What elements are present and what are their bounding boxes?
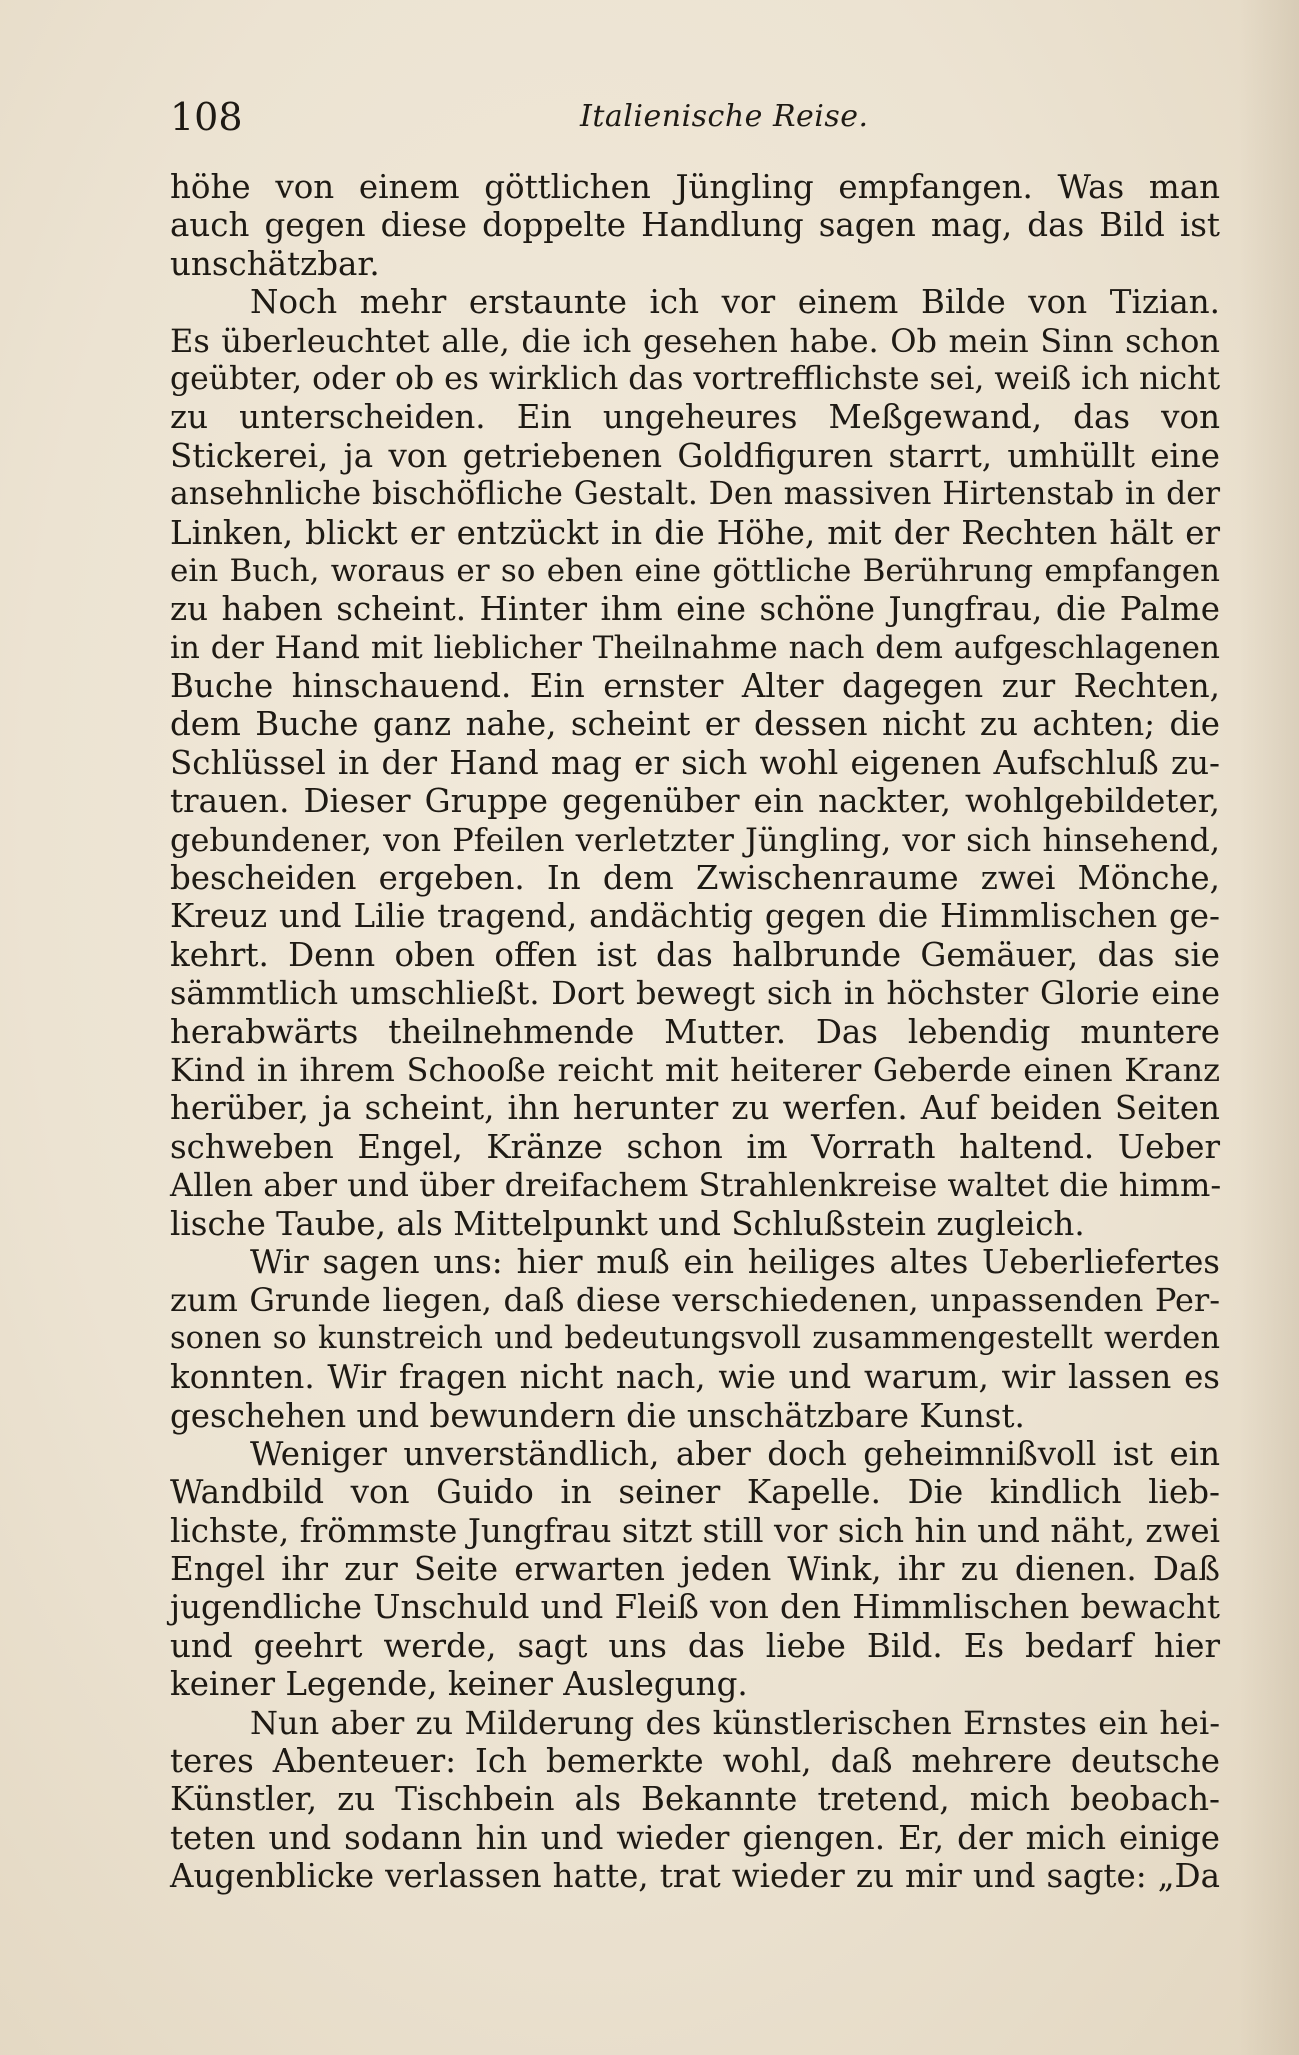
text-line: unschätzbar. [170,244,380,283]
text-line: Es überleuchtet alle, die ich gesehen habe. Ob mein Sinn schon [170,321,1220,360]
text-line: Schlüssel in der Hand mag er sich wohl eigenen Aufschluß zu- [170,743,1220,782]
page-edge-shadow [1239,0,1299,2055]
text-line: teten und sodann hin und wieder giengen. Er, der mich einige [170,1818,1220,1857]
running-title: Italienische Reise. [580,99,869,134]
text-line: geschehen und bewundern die unschätzbare Kunst. [170,1396,1025,1435]
text-line: Künstler, zu Tischbein als Bekannte tretend, mich beobach- [170,1780,1220,1819]
text-line: gebundener, von Pfeilen verletzter Jüngling, vor sich hinsehend, [170,820,1220,859]
text-line: Allen aber und über dreifachem Strahlenkreise waltet die himm- [170,1166,1222,1205]
text-line: und geehrt werde, sagt uns das liebe Bild. Es bedarf hier [170,1626,1220,1665]
text-line: teres Abenteuer: Ich bemerkte wohl, daß mehrere deutsche [170,1742,1220,1781]
text-line: bescheiden ergeben. In dem Zwischenraume zwei Mönche, [170,859,1220,898]
text-line: trauen. Dieser Gruppe gegenüber ein nackter, wohlgebildeter, [170,782,1220,821]
text-line: Wir sagen uns: hier muß ein heiliges altes Ueberliefertes [250,1242,1220,1281]
text-line: sämmtlich umschließt. Dort bewegt sich in höchster Glorie eine [170,974,1220,1013]
text-line: kehrt. Denn oben offen ist das halbrunde Gemäuer, das sie [170,935,1220,974]
text-line: Buche hinschauend. Ein ernster Alter dagegen zur Rechten, [170,667,1220,706]
text-line: zu unterscheiden. Ein ungeheures Meßgewand, das von [170,398,1220,437]
text-line: Nun aber zu Milderung des künstlerischen Ernstes ein hei- [250,1703,1220,1742]
text-line: jugendliche Unschuld und Fleiß von den Himmlischen bewacht [170,1588,1220,1627]
text-line: höhe von einem göttlichen Jüngling empfangen. Was man [170,168,1220,206]
text-line: zu haben scheint. Hinter ihm eine schöne Jungfrau, die Palme [170,590,1220,629]
text-line: auch gegen diese doppelte Handlung sagen mag, das Bild ist [170,206,1220,245]
text-line: Weniger unverständlich, aber doch geheimnißvoll ist ein [250,1434,1220,1473]
text-line: ein Buch, woraus er so eben eine göttliche Berührung empfangen [170,552,1220,589]
text-line: zum Grunde liegen, daß diese verschiedenen, unpassenden Per- [170,1281,1220,1320]
text-line: Noch mehr erstaunte ich vor einem Bilde von Tizian. [250,283,1220,322]
text-line: Linken, blickt er entzückt in die Höhe, mit der Rechten hält er [170,513,1220,552]
text-line: Engel ihr zur Seite erwarten jeden Wink, ihr zu dienen. Daß [170,1550,1220,1589]
page-number: 108 [170,95,243,139]
text-line: keiner Legende, keiner Auslegung. [170,1665,748,1704]
text-line: Kind in ihrem Schooße reicht mit heiterer Geberde einen Kranz [170,1050,1220,1089]
text-line: ansehnliche bischöfliche Gestalt. Den massiven Hirtenstab in der [170,476,1220,513]
text-line: herüber, ja scheint, ihn herunter zu werfen. Auf beiden Seiten [170,1089,1220,1128]
text-line: geübter, oder ob es wirklich das vortrefflichste sei, weiß ich nicht [170,360,1221,397]
text-line: lichste, frömmste Jungfrau sitzt still vor sich hin und näht, zwei [170,1511,1220,1550]
text-line: sonen so kunstreich und bedeutungsvoll zusammengestellt werden [170,1320,1220,1356]
text-line: Kreuz und Lilie tragend, andächtig gegen die Himmlischen ge- [170,897,1220,936]
text-line: Augenblicke verlassen hatte, trat wieder zu mir und sagte: „Da [170,1857,1220,1896]
text-line: Wandbild von Guido in seiner Kapelle. Die kindlich lieb- [170,1473,1220,1512]
text-line: lische Taube, als Mittelpunkt und Schlußstein zugleich. [170,1204,1085,1243]
text-line: konnten. Wir fragen nicht nach, wie und warum, wir lassen es [170,1358,1220,1397]
text-line: herabwärts theilnehmende Mutter. Das lebendig muntere [170,1012,1220,1051]
body-text [170,168,1220,1896]
text-line: Stickerei, ja von getriebenen Goldfiguren starrt, umhüllt eine [170,436,1220,475]
text-line: schweben Engel, Kränze schon im Vorrath haltend. Ueber [170,1127,1220,1166]
page-header [170,95,1215,155]
text-line: in der Hand mit lieblicher Theilnahme nach dem aufgeschlagenen [170,629,1220,666]
text-line: dem Buche ganz nahe, scheint er dessen nicht zu achten; die [170,705,1220,744]
